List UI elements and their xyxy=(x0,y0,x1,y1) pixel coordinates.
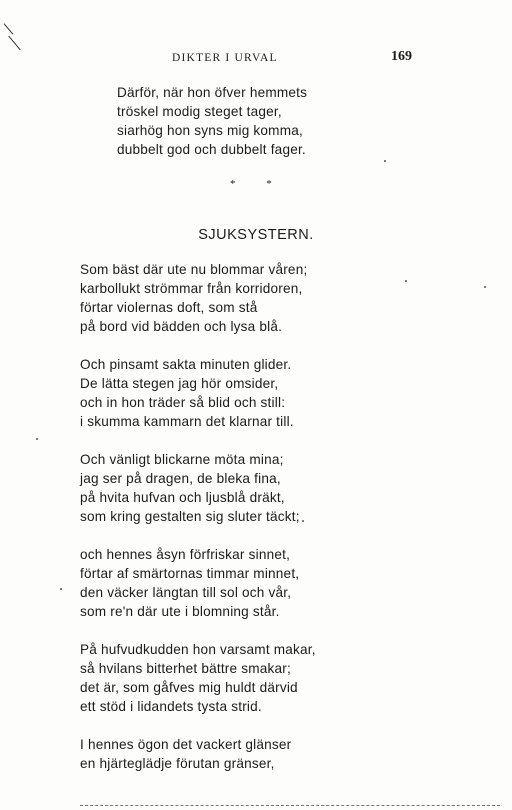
verse-line: förtar af smärtornas timmar minnet, xyxy=(80,566,300,581)
paper-speck xyxy=(405,280,407,282)
section-separator: * * xyxy=(230,178,286,190)
verse-line: förtar violernas doft, som stå xyxy=(80,300,258,315)
verse-line: tröskel modig steget tager, xyxy=(117,104,282,119)
verse-line: på bord vid bädden och lysa blå. xyxy=(80,319,283,334)
verse-line: Och vänligt blickarne möta mina; xyxy=(80,452,284,467)
verse-line: så hvilans bitterhet bättre smakar; xyxy=(80,661,291,676)
verse-line: i skumma kammarn det klarnar till. xyxy=(80,414,294,429)
paper-speck xyxy=(36,438,38,440)
verse-line: karbollukt strömmar från korridoren, xyxy=(80,281,303,296)
verse-line: som kring gestalten sig sluter täckt; xyxy=(80,509,300,524)
verse-line: på hvita hufvan och ljusblå dräkt, xyxy=(80,490,285,505)
paper-speck xyxy=(484,286,486,288)
paper-speck xyxy=(60,588,62,590)
verse-line: det är, som gåfves mig huldt därvid xyxy=(80,680,298,695)
page-number: 169 xyxy=(391,49,412,64)
scratch-mark xyxy=(4,23,14,34)
verse-line: ett stöd i lidandets tysta strid. xyxy=(80,699,262,714)
verse-line: den väcker längtan till sol och vår, xyxy=(80,585,292,600)
verse-line: jag ser på dragen, de bleka fina, xyxy=(80,471,281,486)
verse-line: siarhög hon syns mig komma, xyxy=(117,123,303,138)
verse-line: Därför, när hon öfver hemmets xyxy=(117,85,308,100)
verse-line: som re'n där ute i blomning står. xyxy=(80,604,280,619)
poem-title: SJUKSYSTERN. xyxy=(198,227,314,243)
verse-line: I hennes ögon det vackert glänser xyxy=(80,737,292,752)
scratch-mark xyxy=(8,36,20,50)
stanza xyxy=(80,735,316,773)
running-header: DIKTER I URVAL xyxy=(172,52,278,64)
stanza xyxy=(80,545,316,621)
verse-line: och in hon träder så blid och still: xyxy=(80,395,286,410)
poem-body xyxy=(80,260,316,792)
paper-speck xyxy=(302,520,304,522)
stanza xyxy=(80,450,316,526)
continued-stanza xyxy=(117,83,307,159)
stanza xyxy=(80,260,316,336)
verse-line: Och pinsamt sakta minuten glider. xyxy=(80,357,292,372)
bottom-edge-rule xyxy=(80,805,500,806)
verse-line: Som bäst där ute nu blommar våren; xyxy=(80,262,308,277)
stanza xyxy=(80,355,316,431)
verse-line: På hufvudkudden hon varsamt makar, xyxy=(80,642,316,657)
verse-line: De lätta stegen jag hör omsider, xyxy=(80,376,279,391)
stanza xyxy=(80,640,316,716)
verse-line: en hjärteglädje förutan gränser, xyxy=(80,756,275,771)
verse-line: dubbelt god och dubbelt fager. xyxy=(117,142,306,157)
verse-line: och hennes åsyn förfriskar sinnet, xyxy=(80,547,291,562)
paper-speck xyxy=(384,160,386,162)
